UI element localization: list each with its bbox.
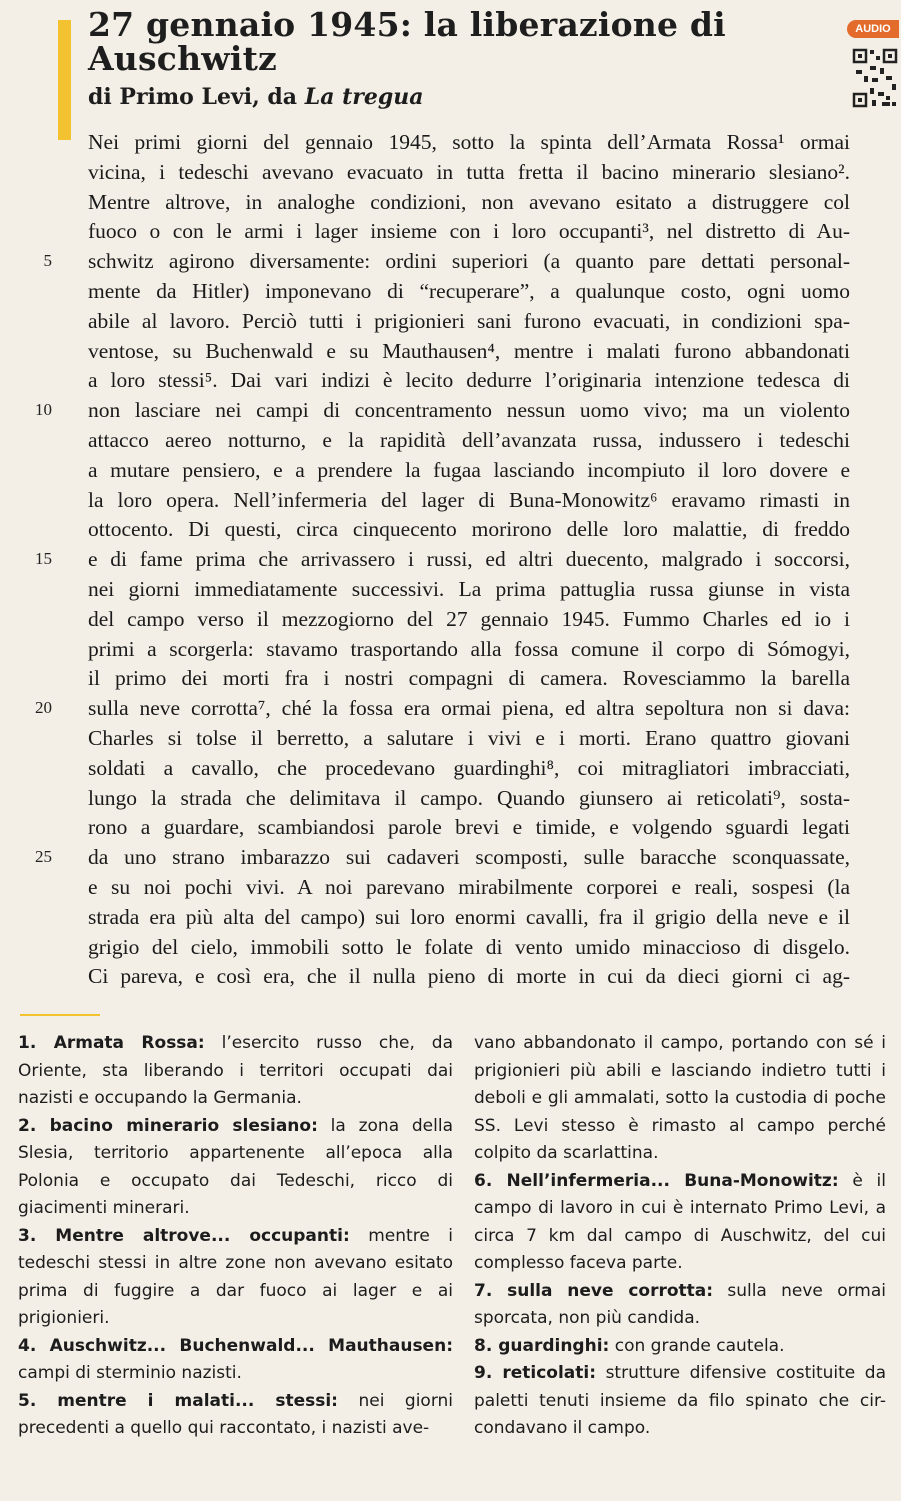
passage-line: del campo verso il mezzogiorno del 27 gennaio 1945. Fummo Charles ed io i <box>88 606 850 631</box>
passage-line: attacco aereo notturno, e la rapidità dell’avanzata russa, indussero i tedeschi <box>88 428 850 452</box>
line-number: 20 <box>35 698 52 718</box>
footnotes-right-column <box>474 1030 886 1443</box>
footnote-text: campi di sterminio nazisti. <box>18 1363 242 1383</box>
footnote-text: è il campo di lavoro in cui è internato Primo Levi, a circa 7 km dal campo di Auschwitz, del cui complesso faceva parte. <box>474 1170 887 1273</box>
passage-line: ottocento. Di questi, circa cinquecento morirono delle loro malattie, di freddo <box>88 517 850 542</box>
line-number: 10 <box>35 400 52 420</box>
footnote-term: 9. reticolati: <box>474 1363 597 1383</box>
notes-divider <box>20 1014 100 1016</box>
footnote <box>18 1388 453 1443</box>
footnote-text: l’esercito russo che, da Oriente, sta liberando i territori occupati dai nazisti e occupando la Germania. <box>18 1033 453 1108</box>
footnote-term: 6. Nell’infermeria... Buna-Monowitz: <box>474 1170 839 1191</box>
passage-line: rono a guardare, scambiandosi parole brevi e timide, e volgendo sguardi legati <box>88 815 850 840</box>
footnote-text: sulla neve ormai sporcata, non più candida. <box>474 1280 886 1328</box>
passage-line: ventose, su Buchenwald e su Mauthausen⁴, mentre i malati furono abbandonati <box>88 338 850 363</box>
passage-line: primi a scorgerla: stavamo trasportando alla fossa comune il corpo di Sómogyi, <box>88 636 850 661</box>
passage-line: Charles si tolse il berretto, a salutare i vivi e i morti. Erano quattro giovani <box>88 726 850 750</box>
title-accent-bar <box>58 20 71 140</box>
passage-line: Mentre altrove, in analoghe condizioni, non avevano esitato a distruggere col <box>88 189 850 214</box>
footnote <box>474 1278 886 1333</box>
footnote-text: con grande cautela. <box>609 1335 785 1356</box>
passage-line: schwitz agirono diversamente: ordini superiori (a quanto pare dettati personal- <box>88 249 850 274</box>
passage-line: non lasciare nei campi di concentramento nessun uomo vivo; ma un violento <box>88 398 850 423</box>
passage-line: vicina, i tedeschi avevano evacuato in tutta fretta il bacino minerario slesiano². <box>88 159 850 184</box>
passage-line: fuoco o con le armi i lager insieme con i loro occupanti³, nel distretto di Au- <box>88 219 850 244</box>
line-number: 5 <box>43 251 52 271</box>
author-line <box>88 84 424 110</box>
footnote <box>18 1223 453 1333</box>
passage-line: e su noi pochi vivi. A noi parevano mirabilmente corporei e reali, sospesi (la <box>88 875 850 899</box>
footnote-term: 1. Armata Rossa: <box>18 1033 205 1053</box>
footnote-term: 4. Auschwitz... Buchenwald... Mauthausen: <box>18 1335 453 1356</box>
footnote-text: vano abbandonato il campo, portando con sé i prigionieri più abili e lasciando indietro tutti i deboli e gli ammalati, sotto la custodia di poche SS. Levi stesso è rimasto al campo perché colpito da scarlattina. <box>474 1033 886 1163</box>
passage-line: soldati a cavallo, che procedevano guardinghi⁸, coi mitragliatori imbracciati, <box>88 755 850 780</box>
passage-line: il primo dei morti fra i nostri compagni di camera. Rovesciammo la barella <box>88 666 850 691</box>
footnote <box>18 1113 453 1223</box>
passage-line: grigio del cielo, immobili sotto le folate di vento umido minaccioso di disgelo. <box>88 934 850 959</box>
passage-line: a loro stessi⁵. Dai vari indizi è lecito dedurre l’originaria intenzione tedesca di <box>88 368 850 393</box>
footnote <box>18 1030 453 1113</box>
audio-badge[interactable]: AUDIO <box>847 20 899 38</box>
footnote-term: 2. bacino minerario slesiano: <box>18 1115 318 1136</box>
footnote-term: 5. mentre i malati... stessi: <box>18 1390 338 1411</box>
footnote-term: 7. sulla neve corrotta: <box>474 1280 714 1301</box>
footnote-term: 8. guardinghi: <box>474 1335 610 1356</box>
footnote-text: mentre i tedeschi stessi in altre zone non avevano esitato prima di fuggire a dar fuoco ai lager e ai prigionieri. <box>18 1225 453 1328</box>
passage-line: da uno strano imbarazzo sui cadaveri scomposti, sulle baracche sconquassate, <box>88 845 850 870</box>
footnote-text: la zona della Slesia, territorio appartenente all’epoca alla Polonia e occupato dai Tedeschi, ricco di giacimenti minerari. <box>18 1115 453 1218</box>
footnote <box>18 1333 453 1388</box>
footnote-text: strutture difensive costituite da paletti tenuti insieme da filo spinato che cir- condavano il campo. <box>474 1363 886 1438</box>
passage-line: sulla neve corrotta⁷, ché la fossa era ormai piena, ed altra sepoltura non si dava: <box>88 696 850 721</box>
page-title: 27 gennaio 1945: la liberazione di Auschwitz <box>88 5 726 78</box>
qr-code-icon[interactable] <box>852 46 898 110</box>
footnote <box>474 1030 886 1168</box>
author-prefix: di Primo Levi, da <box>88 84 298 110</box>
footnote <box>474 1168 886 1278</box>
passage-line: lungo la strada che delimitava il campo. Quando giunsero ai reticolati⁹, sosta- <box>88 785 850 810</box>
passage-line: Nei primi giorni del gennaio 1945, sotto la spinta dell’Armata Rossa¹ ormai <box>88 130 850 154</box>
footnote-term: 3. Mentre altrove... occupanti: <box>18 1225 350 1246</box>
footnote-text: nei giorni precedenti a quello qui raccontato, i nazisti ave- <box>18 1390 454 1438</box>
footnote <box>474 1333 886 1361</box>
passage-line: strada era più alta del campo) sui loro enormi cavalli, fra il grigio della neve e il <box>88 904 850 929</box>
line-number: 15 <box>35 549 52 569</box>
passage-line: e di fame prima che arrivassero i russi, ed altri duecento, malgrado i soccorsi, <box>88 547 850 572</box>
passage-line: la loro opera. Nell’infermeria del lager di Buna-Monowitz⁶ eravamo rimasti in <box>88 487 850 512</box>
passage-line: a mutare pensiero, e a prendere la fugaa lasciando incompiuto il loro dovere e <box>88 457 850 482</box>
work-title: La tregua <box>304 84 424 110</box>
passage-line: Ci pareva, e così era, che il nulla pieno di morte in cui da dieci giorni ci ag- <box>88 964 850 989</box>
passage-line: abile al lavoro. Perciò tutti i prigionieri sani furono evacuati, in condizioni spa- <box>88 308 850 333</box>
passage-line: nei giorni immediatamente successivi. La prima pattuglia russa giunse in vista <box>88 577 850 601</box>
passage-line: mente da Hitler) imponevano di “recuperare”, a qualunque costo, ogni uomo <box>88 279 850 303</box>
footnote <box>474 1360 886 1443</box>
line-number: 25 <box>35 847 52 867</box>
footnotes-left-column <box>18 1030 453 1443</box>
